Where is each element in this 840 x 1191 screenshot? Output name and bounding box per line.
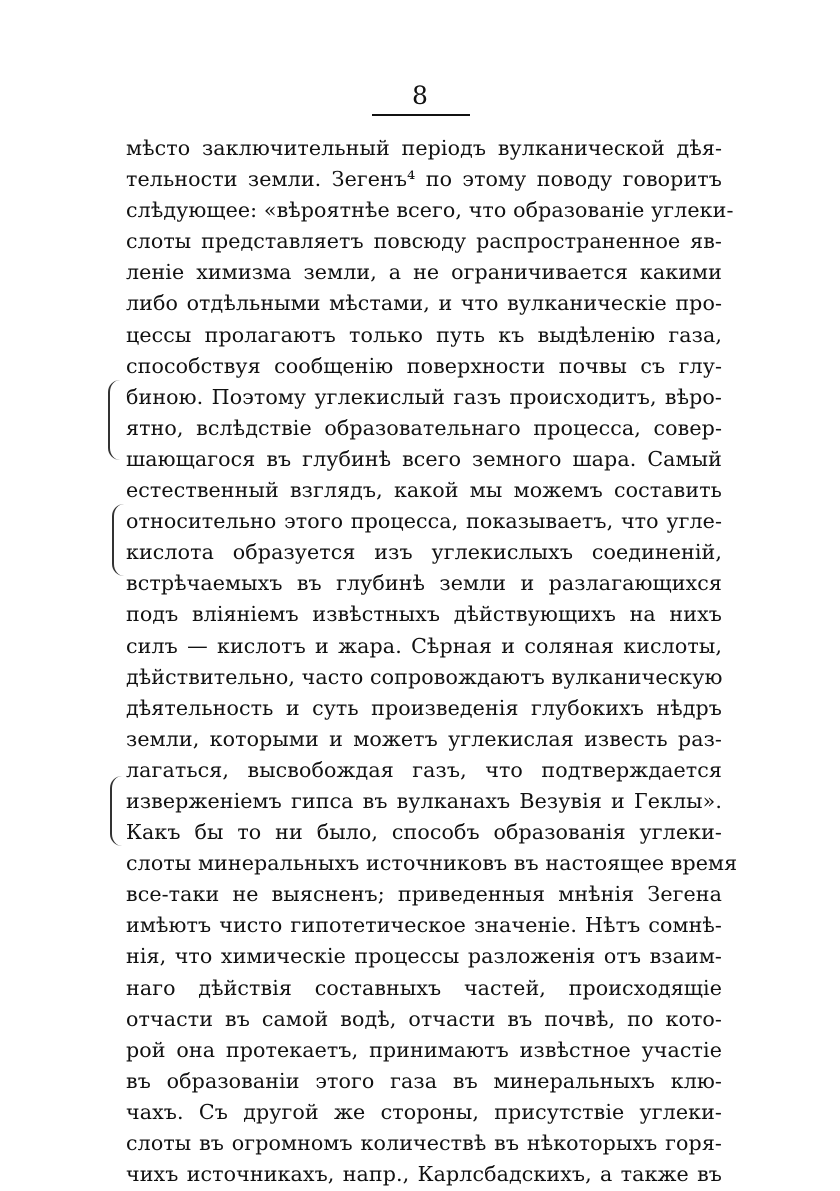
text-line: способствуя сообщенію поверхности почвы съ глу- bbox=[126, 353, 722, 378]
text-line: биною. Поэтому углекислый газъ происходитъ, вѣро- bbox=[126, 384, 722, 409]
margin-bracket-mark bbox=[110, 776, 122, 846]
text-line: отчасти въ самой водѣ, отчасти въ почвѣ, по кото- bbox=[126, 1006, 722, 1031]
text-line: слоты минеральныхъ источниковъ въ настоящее время bbox=[126, 851, 738, 876]
text-line: кислота образуется изъ углекислыхъ соединеній, bbox=[126, 540, 722, 565]
margin-bracket-mark bbox=[112, 504, 124, 576]
text-line: дѣятельность и суть произведенія глубокихъ нѣдръ bbox=[126, 695, 722, 720]
text-line: ятно, вслѣдствіе образовательнаго процесса, совер- bbox=[126, 415, 722, 440]
text-line: лагаться, высвобождая газъ, что подтверждается bbox=[126, 757, 722, 782]
text-line: слоты представляетъ повсюду распространенное яв- bbox=[126, 229, 722, 254]
body-text bbox=[126, 133, 738, 1190]
text-line: либо отдѣльными мѣстами, и что вулканическіе про- bbox=[126, 291, 722, 316]
text-line: нія, что химическіе процессы разложенія отъ взаим- bbox=[126, 944, 722, 969]
text-line: дѣйствительно, часто сопровождаютъ вулканическую bbox=[126, 664, 723, 689]
text-line: тельности земли. Зегенъ⁴ по этому поводу говоритъ bbox=[126, 167, 722, 192]
text-line: цессы пролагаютъ только путь къ выдѣленію газа, bbox=[126, 322, 722, 347]
text-line: мѣсто заключительный періодъ вулканической дѣя- bbox=[126, 136, 722, 160]
text-line: все-таки не выясненъ; приведенныя мнѣнія Зегена bbox=[126, 882, 722, 907]
text-line: естественный взглядъ, какой мы можемъ составить bbox=[126, 478, 722, 503]
text-line: земли, которыми и можетъ углекислая известь раз- bbox=[126, 726, 722, 751]
text-line: чахъ. Съ другой же стороны, присутствіе углеки- bbox=[126, 1099, 722, 1124]
text-line: изверженіемъ гипса въ вулканахъ Везувія и Геклы». bbox=[126, 788, 722, 813]
text-line: слоты въ огромномъ количествѣ въ нѣкоторыхъ горя- bbox=[126, 1131, 722, 1155]
text-line: имѣютъ чисто гипотетическое значеніе. Нѣтъ сомнѣ- bbox=[126, 913, 722, 938]
text-line: чихъ источникахъ, напр., Карлсбадскихъ, а также въ bbox=[126, 1162, 722, 1187]
page-number: 8 bbox=[412, 81, 428, 110]
text-line: леніе химизма земли, а не ограничивается какими bbox=[126, 260, 722, 285]
margin-bracket-mark bbox=[108, 380, 120, 460]
header-rule bbox=[372, 114, 470, 116]
text-line: въ образованіи этого газа въ минеральныхъ клю- bbox=[126, 1068, 722, 1093]
text-line: слѣдующее: «вѣроятнѣе всего, что образованіе углеки- bbox=[126, 198, 734, 223]
text-line: рой она протекаетъ, принимаютъ извѣстное участіе bbox=[126, 1037, 722, 1062]
text-line: встрѣчаемыхъ въ глубинѣ земли и разлагающихся bbox=[126, 571, 722, 596]
text-line: Какъ бы то ни было, способъ образованія углеки- bbox=[126, 820, 722, 845]
text-line: силъ — кислотъ и жара. Сѣрная и соляная кислоты, bbox=[126, 633, 722, 658]
text-line: наго дѣйствія составныхъ частей, происходящіе bbox=[126, 975, 722, 1000]
text-line: подъ вліяніемъ извѣстныхъ дѣйствующихъ на нихъ bbox=[126, 602, 722, 627]
text-line: шающагося въ глубинѣ всего земного шара. Самый bbox=[126, 446, 722, 471]
text-line: относительно этого процесса, показываетъ, что угле- bbox=[126, 509, 722, 534]
